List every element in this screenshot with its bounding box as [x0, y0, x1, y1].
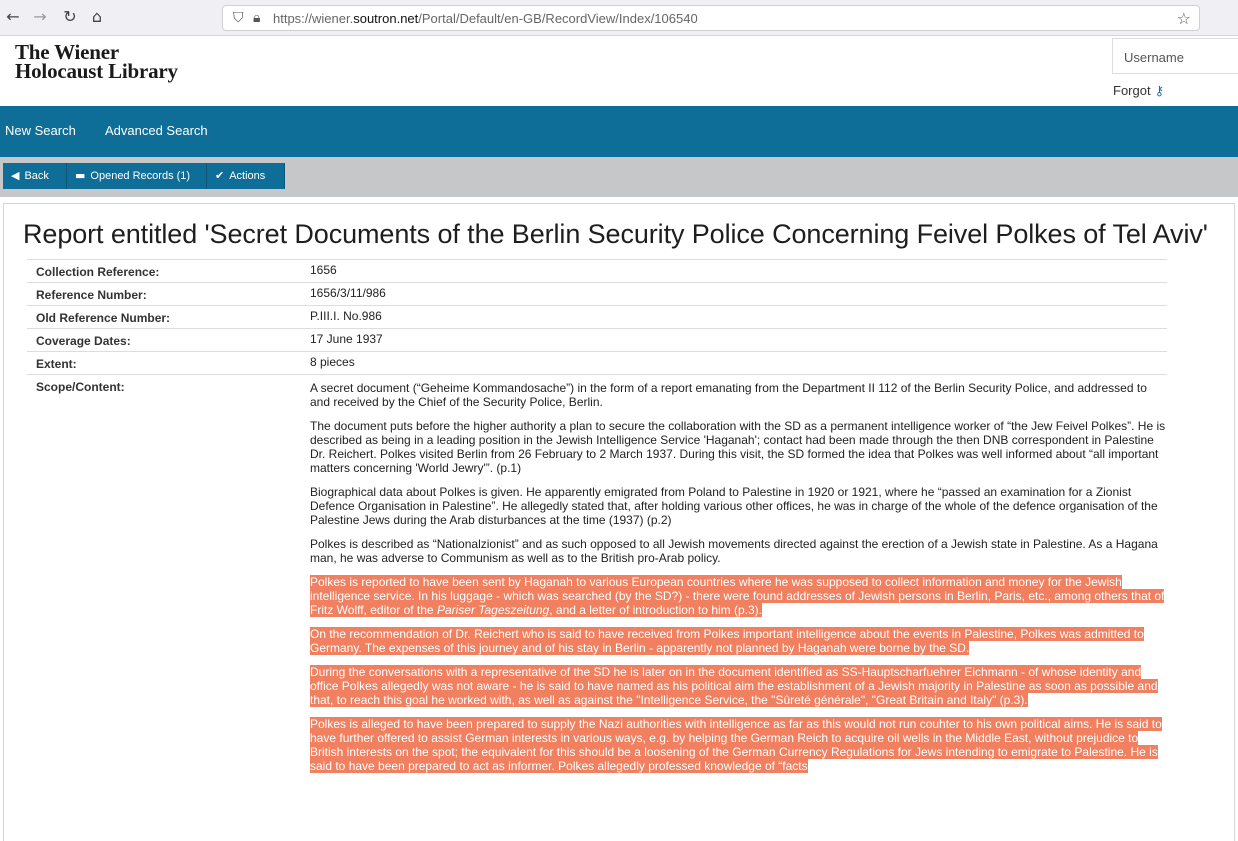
forgot-label: Forgot — [1113, 83, 1151, 98]
field-label: Old Reference Number: — [36, 311, 171, 325]
record-fields-table — [27, 259, 1167, 783]
scope-paragraph: Polkes is described as “Nationalzionist” and as such opposed to all Jewish movements directed against the erection of a Jewish state in Palestine. As a Hagana man, he was adverse to Communism as well as to the British pro-Arab policy. — [310, 537, 1158, 565]
back-button[interactable]: ◀ Back — [3, 163, 67, 189]
logo-line-1: The Wiener — [15, 40, 119, 64]
scope-paragraph: A secret document (“Geheime Kommandosache”) in the form of a report emanating from the Department II 112 of the Berlin Security Police, and addressed to and received by the Chief of the Security Police, Berlin. — [310, 381, 1147, 409]
forward-arrow-icon[interactable]: → — [33, 7, 47, 26]
scope-paragraph: The document puts before the higher authority a plan to secure the collaboration with the SD as a permanent intelligence worker of “the Jew Feivel Polkes”. He is described as being in a leading position in the Jewish Intelligence Service 'Haganah'; contact had been made through the then DNB correspondent in Palestine Dr. Reichert. Polkes visited Berlin from 26 February to 2 March 1937. During this visit, the SD formed the idea that Polkes was well informed about “all important matters concerning 'World Jewry'”. (p.1) — [310, 419, 1166, 475]
library-logo[interactable] — [15, 40, 178, 83]
new-search-link[interactable]: New Search — [5, 123, 76, 138]
scope-row — [27, 374, 1167, 773]
table-row — [27, 351, 1167, 374]
username-placeholder: Username — [1124, 50, 1184, 65]
table-row — [27, 305, 1167, 328]
record-title: Report entitled 'Secret Documents of the Berlin Security Police Concerning Feivel Polkes of Tel Aviv' — [23, 219, 1208, 249]
record-panel — [3, 203, 1235, 841]
lock-icon[interactable]: 🔒︎ — [253, 10, 261, 26]
scope-paragraph-highlighted: During the conversations with a representative of the SD he is later on in the document identified as SS-Hauptscharfuehrer Eichmann - of whose identity and office Polkes allegedly was not aware - he is said to have named as his political aim the establishment of a Jewish majority in Palestine as soon as possible and that, to reach this goal he worked with, as well as against the "Intelligence Service, the "Sûreté générale", "Great Britain and Italy" (p.3). — [310, 665, 1158, 707]
scope-paragraph: Biographical data about Polkes is given. He apparently emigrated from Poland to Palestine in 1920 or 1921, where he “passed an examination for a Zionist Defence Organisation in Palestine”. He allegedly stated that, after holding various other offices, he was in charge of the whole of the defence organisation of the Palestine Jews during the Arab disturbances at the time (1937) (p.2) — [310, 485, 1158, 527]
field-value: 8 pieces — [310, 355, 355, 369]
forgot-link[interactable] — [1113, 83, 1164, 99]
bookmark-star-icon[interactable]: ☆ — [1176, 9, 1191, 28]
table-row — [27, 328, 1167, 351]
back-circle-icon: ◀ — [11, 169, 20, 182]
address-bar[interactable] — [222, 5, 1200, 31]
main-nav — [0, 106, 1238, 157]
back-arrow-icon[interactable]: ← — [6, 7, 20, 26]
field-value: 17 June 1937 — [310, 332, 383, 346]
field-value: 1656 — [310, 263, 337, 277]
field-label: Collection Reference: — [36, 265, 160, 279]
check-icon: ✔ — [215, 169, 225, 182]
username-input[interactable] — [1112, 38, 1238, 74]
field-label: Coverage Dates: — [36, 334, 131, 348]
logo-line-2: Holocaust Library — [15, 59, 178, 83]
field-value: P.III.I. No.986 — [310, 309, 382, 323]
scope-paragraph-highlighted: Polkes is reported to have been sent by Haganah to various European countries where he was supposed to collect information and money for the Jewish intelligence service. In his luggage - which was searched (by the SD?) - there were found addresses of Jewish persons in Berlin, Paris, etc., among others that of Fritz Wolff, editor of the Pariser Tageszeitung, and a letter of introduction to him (p.3). — [310, 575, 1165, 617]
opened-records-button[interactable]: ▬ Opened Records (1) — [67, 163, 207, 189]
record-toolbar — [0, 157, 1238, 197]
url-text: https://wiener.soutron.net/Portal/Default/en-GB/RecordView/Index/106540 — [273, 11, 698, 26]
reload-icon[interactable]: ↻ — [63, 7, 77, 26]
folder-open-icon: ▬ — [75, 169, 86, 182]
field-label: Extent: — [36, 357, 77, 371]
actions-button[interactable]: ✔ Actions — [207, 163, 285, 189]
field-label: Scope/Content: — [36, 380, 125, 394]
shield-icon[interactable]: ⛉ — [233, 10, 244, 26]
home-icon[interactable]: ⌂ — [91, 7, 103, 26]
scope-paragraph-highlighted: On the recommendation of Dr. Reichert who is said to have received from Polkes important intelligence about the events in Palestine, Polkes was admitted to Germany. The expenses of this journey and of his stay in Berlin - apparently not planned by Haganah were borne by the SD. — [310, 627, 1144, 655]
scope-content — [310, 375, 1167, 773]
scope-paragraph-highlighted: Polkes is alleged to have been prepared to supply the Nazi authorities with intelligence as far as this would not run couhter to his own political aims. He is said to have further offered to assist German interests in various ways, e.g. by helping the German Reich to acquire oil wells in the Middle East, without prejudice to British interests on the spot; the equivalent for this should be a loosening of the German Currency Regulations for Jews intending to emigrate to Palestine. He is said to have been prepared to act as informer. Polkes allegedly professed knowledge of “facts — [310, 717, 1162, 773]
table-row — [27, 282, 1167, 305]
table-row — [27, 259, 1167, 282]
field-label: Reference Number: — [36, 288, 147, 302]
key-icon: ⚷ — [1154, 84, 1165, 99]
advanced-search-link[interactable]: Advanced Search — [105, 123, 208, 138]
browser-toolbar — [0, 0, 1238, 36]
field-value: 1656/3/11/986 — [310, 286, 386, 300]
